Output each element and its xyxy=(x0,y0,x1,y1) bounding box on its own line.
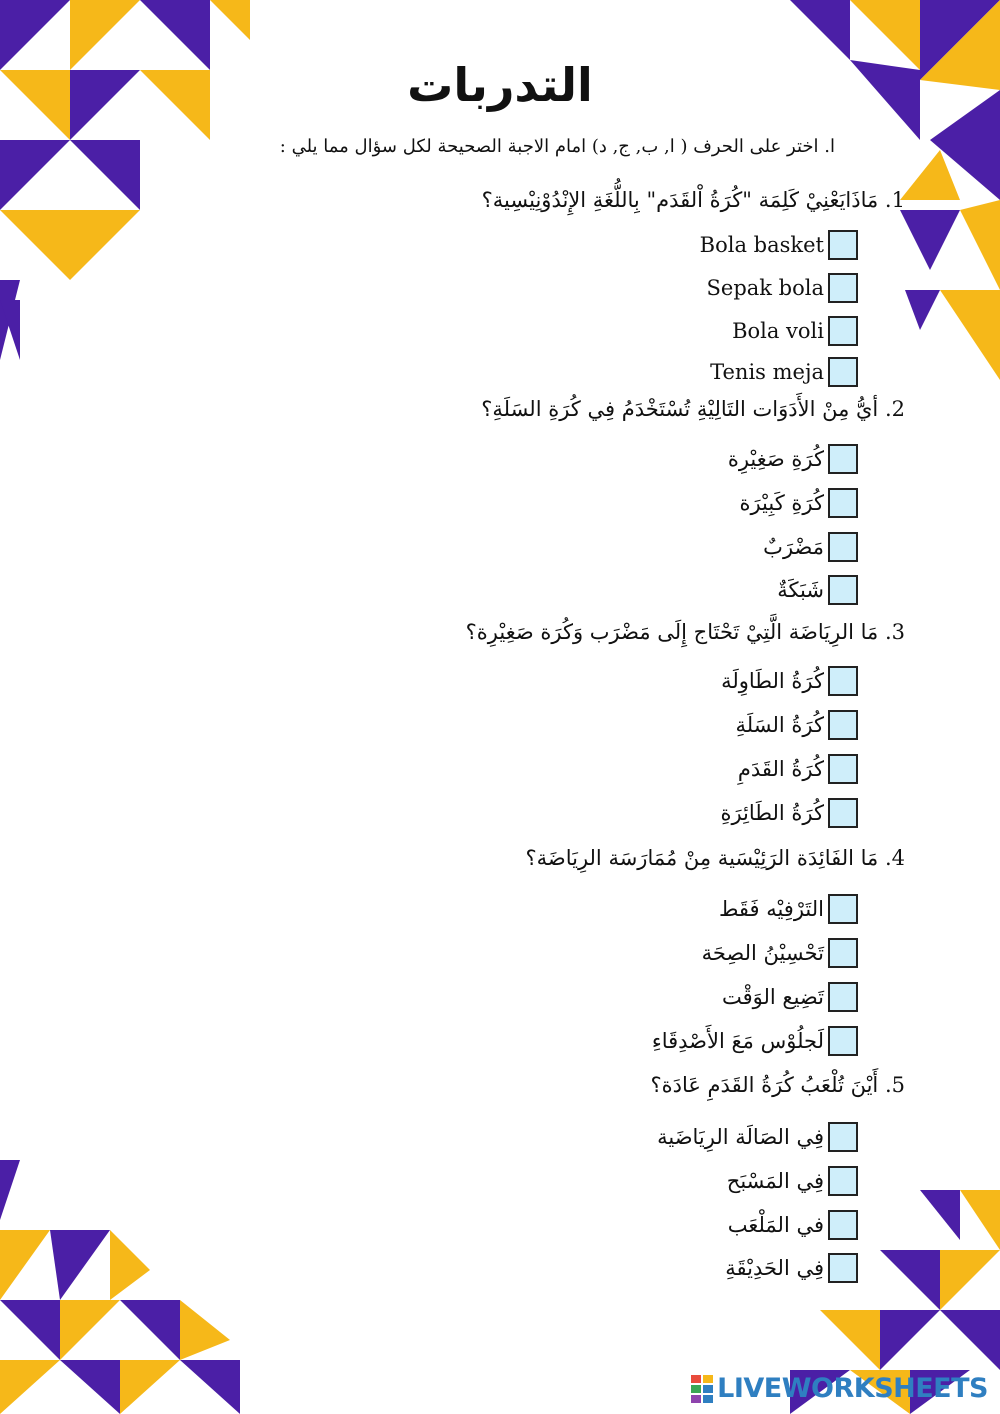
answer-checkbox[interactable] xyxy=(828,1210,858,1240)
answer-checkbox[interactable] xyxy=(828,1253,858,1283)
question-4-option-3[interactable] xyxy=(722,980,858,1014)
question-2-option-1[interactable] xyxy=(728,442,858,476)
option-label: كُرَةُ السَلَةِ xyxy=(735,713,824,737)
answer-checkbox[interactable] xyxy=(828,666,858,696)
question-5-option-3[interactable] xyxy=(728,1208,858,1242)
page-title: التدربات xyxy=(407,58,593,112)
option-label: التَرْفِيْه فَقَط xyxy=(718,897,824,921)
option-label: في المَلْعَب xyxy=(727,1213,824,1237)
instruction-text: ا. اختر على الحرف ( ا, ب, ج, د) امام الاجبة الصحيحة لكل سؤال مما يلي : xyxy=(279,136,835,157)
option-label: كُرَةُ القَدَمِ xyxy=(737,757,824,781)
answer-checkbox[interactable] xyxy=(828,1166,858,1196)
question-3: 3. مَا الرِيَاضَة الَّتِيْ تَحْتَاج إِلَى مَضْرَب وَكُرَة صَغِيْرِة؟ xyxy=(465,620,905,644)
top-left-pattern xyxy=(0,0,250,360)
question-5-option-4[interactable] xyxy=(725,1251,858,1285)
question-3-option-1[interactable] xyxy=(721,664,858,698)
answer-checkbox[interactable] xyxy=(828,710,858,740)
brand-name: LIVEWORKSHEETS xyxy=(717,1373,988,1404)
option-label: مَضْرَبٌ xyxy=(763,535,824,559)
answer-checkbox[interactable] xyxy=(828,754,858,784)
question-4-option-4[interactable] xyxy=(652,1024,858,1058)
answer-checkbox[interactable] xyxy=(828,532,858,562)
option-label: كُرَةِ صَغِيْرِة xyxy=(727,447,824,471)
bottom-left-pattern xyxy=(0,1160,260,1414)
answer-checkbox[interactable] xyxy=(828,1026,858,1056)
option-label: كُرَةِ كَبِيْرَة xyxy=(739,491,824,515)
option-label: لَجلُوْس مَعَ الأَصْدِقَاءِ xyxy=(651,1029,824,1053)
answer-checkbox[interactable] xyxy=(828,316,858,346)
question-1: 1. مَاذَايَعْنِيْ كَلِمَة "كُرَةُ اْلقَدَم" بِاللُّغَةِ الإِنْدُوْنِيْسِية؟ xyxy=(481,188,905,212)
answer-checkbox[interactable] xyxy=(828,938,858,968)
option-label: كُرَةُ الطَائِرَةِ xyxy=(720,801,824,825)
question-1-option-1[interactable] xyxy=(700,228,858,262)
option-label: Tenis meja xyxy=(710,360,824,384)
question-4: 4. مَا الفَائِدَة الرَئِيْسَية مِنْ مُمَارَسَة الرِيَاضَة؟ xyxy=(525,846,905,870)
question-3-option-2[interactable] xyxy=(736,708,858,742)
option-label: تَضِيع الوَقْت xyxy=(722,985,824,1009)
question-2: 2. أيُّ مِنْ الأَدَوَات التَالِيْةِ تُسْتَخْدَمُ فِي كُرَةِ السَلَةِ؟ xyxy=(481,397,905,421)
answer-checkbox[interactable] xyxy=(828,444,858,474)
option-label: تَحْسِيْنُ الصِحَة xyxy=(701,941,824,965)
option-label: شَبَكَةٌ xyxy=(777,578,824,602)
option-label: Bola basket xyxy=(699,233,824,257)
option-label: فِي الصَالَة الرِيَاضَية xyxy=(657,1125,824,1149)
question-5-option-1[interactable] xyxy=(657,1120,858,1154)
question-2-option-4[interactable] xyxy=(777,573,858,607)
question-1-option-3[interactable] xyxy=(732,314,858,348)
answer-checkbox[interactable] xyxy=(828,894,858,924)
question-5-option-2[interactable] xyxy=(727,1164,858,1198)
answer-checkbox[interactable] xyxy=(828,230,858,260)
question-3-option-3[interactable] xyxy=(738,752,858,786)
option-label: Sepak bola xyxy=(706,276,824,300)
answer-checkbox[interactable] xyxy=(828,575,858,605)
option-label: فِي الحَدِيْقَةِ xyxy=(725,1256,824,1280)
answer-checkbox[interactable] xyxy=(828,488,858,518)
question-2-option-2[interactable] xyxy=(739,486,858,520)
question-3-option-4[interactable] xyxy=(720,796,858,830)
logo-icon xyxy=(691,1375,713,1403)
option-label: فِي المَسْبَح xyxy=(726,1169,824,1193)
question-1-option-4[interactable] xyxy=(710,355,858,389)
question-1-option-2[interactable] xyxy=(707,271,859,305)
question-5: 5. أَيْنَ تُلْعَبُ كُرَةُ القَدَمِ عَادَة؟ xyxy=(650,1073,905,1097)
option-label: كُرَةُ الطَاوِلَة xyxy=(721,669,824,693)
question-4-option-1[interactable] xyxy=(719,892,858,926)
answer-checkbox[interactable] xyxy=(828,798,858,828)
question-4-option-2[interactable] xyxy=(702,936,858,970)
answer-checkbox[interactable] xyxy=(828,982,858,1012)
answer-checkbox[interactable] xyxy=(828,273,858,303)
option-label: Bola voli xyxy=(732,319,824,343)
answer-checkbox[interactable] xyxy=(828,357,858,387)
liveworksheets-logo xyxy=(691,1373,988,1404)
question-2-option-3[interactable] xyxy=(763,530,858,564)
answer-checkbox[interactable] xyxy=(828,1122,858,1152)
